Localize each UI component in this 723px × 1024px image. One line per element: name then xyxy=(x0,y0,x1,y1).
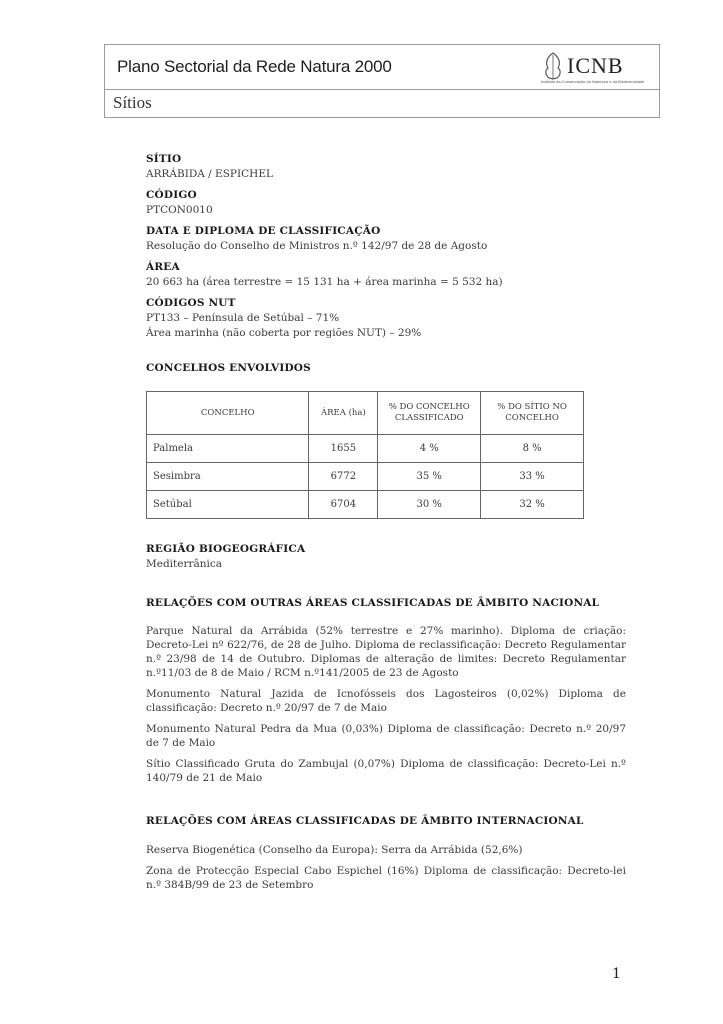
document-header xyxy=(104,44,660,90)
concelhos-table xyxy=(146,391,584,519)
table-cell: Sesimbra xyxy=(147,463,309,491)
sitio-value: ARRÁBIDA / ESPICHEL xyxy=(146,168,273,180)
column-header: % DO CONCELHO CLASSIFICADO xyxy=(378,392,481,435)
list-item: Parque Natural da Arrábida (52% terrestre e 27% marinho). Diploma de criação: Decreto-Lei nº 622/76, de 28 de Julho. Diploma de reclassificação: Decreto Regulamentar n.º 23/98 de 14 de Outubro. Diplomas de alteração de limites: Decreto Regulamentar n.º11/03 de 8 de Maio / RCM n.º141/2005 de 23 de Agosto xyxy=(146,625,626,679)
table-cell: 6704 xyxy=(309,491,378,519)
data-label: DATA E DIPLOMA DE CLASSIFICAÇÃO xyxy=(146,225,381,237)
list-item: Monumento Natural Jazida de Icnofósseis dos Lagosteiros (0,02%) Diploma de classificação: Decreto n.º 20/97 de 7 de Maio xyxy=(146,688,626,714)
table-cell: 1655 xyxy=(309,435,378,463)
concelhos-label: CONCELHOS ENVOLVIDOS xyxy=(146,362,311,374)
table-cell: 30 % xyxy=(378,491,481,519)
table-cell: 6772 xyxy=(309,463,378,491)
table-cell: Palmela xyxy=(147,435,309,463)
area-label: ÁREA xyxy=(146,261,180,273)
nut-value-1: PT133 – Península de Setúbal – 71% xyxy=(146,312,340,324)
column-header: ÁREA (ha) xyxy=(309,392,378,435)
table-row xyxy=(147,491,584,519)
internacional-label: RELAÇÕES COM ÁREAS CLASSIFICADAS DE ÂMBITO INTERNACIONAL xyxy=(146,815,584,827)
regiao-value: Mediterrânica xyxy=(146,558,223,570)
page-number: 1 xyxy=(612,966,621,982)
section-header xyxy=(104,90,660,118)
list-item: Reserva Biogenética (Conselho da Europa): Serra da Arrábida (52,6%) xyxy=(146,844,523,856)
table-header-row xyxy=(147,392,584,435)
column-header: CONCELHO xyxy=(147,392,309,435)
table-cell: 32 % xyxy=(481,491,584,519)
table-cell: 4 % xyxy=(378,435,481,463)
data-value: Resolução do Conselho de Ministros n.º 142/97 de 28 de Agosto xyxy=(146,240,488,252)
area-value: 20 663 ha (área terrestre = 15 131 ha + área marinha = 5 532 ha) xyxy=(146,276,503,288)
table-cell: 35 % xyxy=(378,463,481,491)
column-header: % DO SÍTIO NO CONCELHO xyxy=(481,392,584,435)
regiao-label: REGIÃO BIOGEOGRÁFICA xyxy=(146,543,306,555)
section-title: Sítios xyxy=(113,93,152,112)
oak-leaf-icon xyxy=(539,51,569,81)
nacional-section xyxy=(146,597,626,792)
nut-value-2: Área marinha (não coberta por regiões NUT) – 29% xyxy=(146,327,422,339)
internacional-section xyxy=(146,815,626,899)
list-item: Sítio Classificado Gruta do Zambujal (0,07%) Diploma de classificação: Decreto-Lei n.º 140/79 de 21 de Maio xyxy=(146,758,626,784)
table-row xyxy=(147,435,584,463)
icnb-logo xyxy=(541,49,653,87)
sitio-label: SÍTIO xyxy=(146,153,182,165)
table-cell: 33 % xyxy=(481,463,584,491)
document-title: Plano Sectorial da Rede Natura 2000 xyxy=(117,57,392,76)
list-item: Monumento Natural Pedra da Mua (0,03%) Diploma de classificação: Decreto n.º 20/97 de 7 de Maio xyxy=(146,723,626,749)
codigo-value: PTCON0010 xyxy=(146,204,213,216)
codigo-label: CÓDIGO xyxy=(146,189,197,201)
nut-label: CÓDIGOS NUT xyxy=(146,297,236,309)
logo-text: ICNB xyxy=(567,53,624,78)
logo-subtext: Instituto da Conservação da Natureza e da Biodiversidade xyxy=(541,79,645,84)
table-row xyxy=(147,463,584,491)
table-cell: Setúbal xyxy=(147,491,309,519)
regiao-section xyxy=(146,542,626,572)
site-details xyxy=(146,152,626,376)
table-cell: 8 % xyxy=(481,435,584,463)
nacional-label: RELAÇÕES COM OUTRAS ÁREAS CLASSIFICADAS DE ÂMBITO NACIONAL xyxy=(146,597,600,609)
list-item: Zona de Protecção Especial Cabo Espichel (16%) Diploma de classificação: Decreto-lei n.º 384B/99 de 23 de Setembro xyxy=(146,865,626,891)
